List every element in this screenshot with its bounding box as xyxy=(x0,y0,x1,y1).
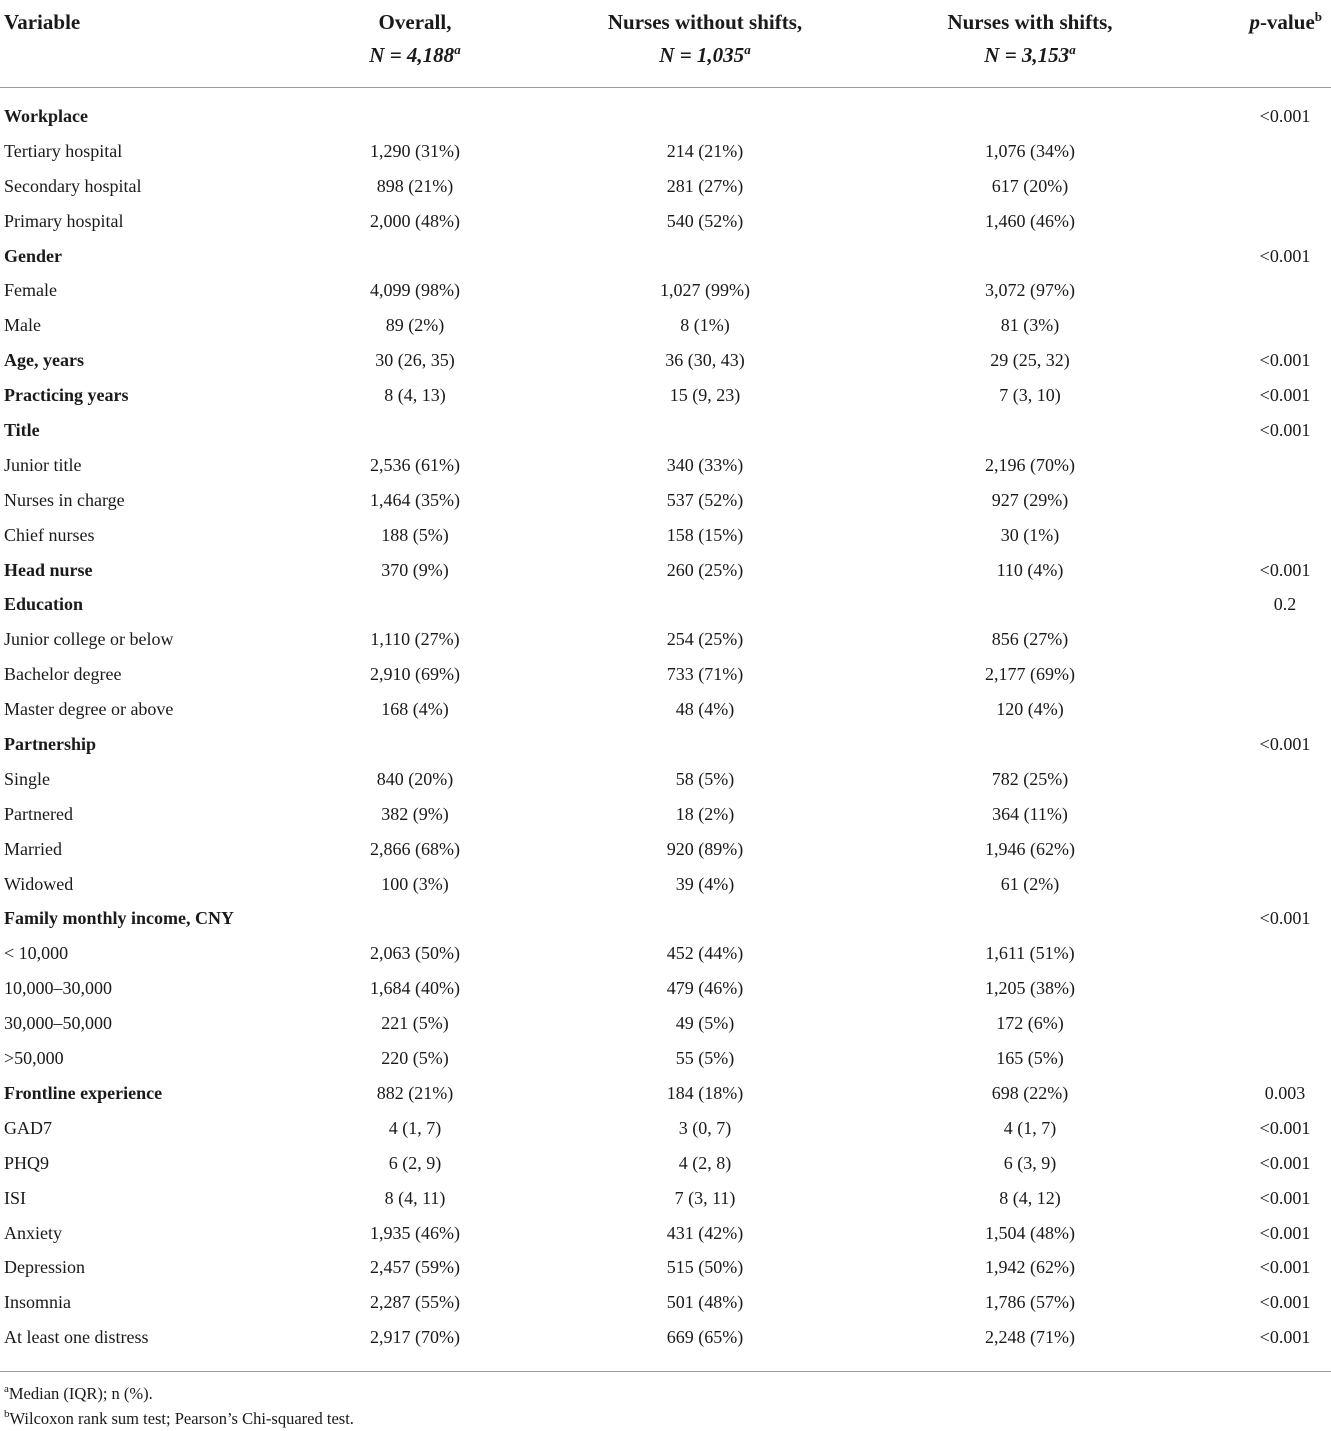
cell-overall: 898 (21%) xyxy=(376,175,454,196)
table-row xyxy=(0,1181,1331,1216)
row-label: Junior title xyxy=(4,454,82,475)
row-label: Primary hospital xyxy=(4,210,124,231)
row-label: PHQ9 xyxy=(4,1152,50,1173)
header-pvalue: p-value$^b$ xyxy=(1249,9,1322,34)
cell-overall: 8 (4, 11) xyxy=(384,1187,446,1208)
cell-without-shifts: 49 (5%) xyxy=(675,1013,735,1034)
cell-pvalue: <0.001 xyxy=(1259,1327,1311,1348)
cell-overall: 1,935 (46%) xyxy=(370,1222,460,1243)
cell-overall: 8 (4, 13) xyxy=(384,385,446,406)
table-row xyxy=(0,1076,1331,1111)
cell-with-shifts: 1,611 (51%) xyxy=(985,943,1075,964)
cell-pvalue: <0.001 xyxy=(1259,1222,1311,1243)
cell-without-shifts: 452 (44%) xyxy=(666,943,744,964)
cell-without-shifts: 260 (25%) xyxy=(666,559,744,580)
cell-with-shifts: 81 (3%) xyxy=(1000,315,1060,336)
table-row xyxy=(0,1285,1331,1320)
cell-without-shifts: 340 (33%) xyxy=(666,454,744,475)
cell-overall: 220 (5%) xyxy=(381,1048,449,1069)
table-row xyxy=(0,867,1331,902)
table-row xyxy=(0,622,1331,657)
table-row xyxy=(0,1216,1331,1251)
cell-overall: 188 (5%) xyxy=(381,524,449,545)
table-row xyxy=(0,1041,1331,1076)
table-row xyxy=(0,587,1331,622)
cell-without-shifts: 431 (42%) xyxy=(666,1222,744,1243)
cell-with-shifts: 4 (1, 7) xyxy=(1003,1117,1057,1138)
cell-overall: 2,457 (59%) xyxy=(370,1257,460,1278)
table-row xyxy=(0,1111,1331,1146)
cell-overall: 4,099 (98%) xyxy=(370,280,460,301)
table-row xyxy=(0,901,1331,936)
header-without-line1: Nurses without shifts, xyxy=(607,10,803,34)
table-row xyxy=(0,343,1331,378)
cell-pvalue: 0.2 xyxy=(1273,594,1297,615)
cell-overall: 382 (9%) xyxy=(381,803,449,824)
cell-overall: 2,866 (68%) xyxy=(370,838,460,859)
row-label: Gender xyxy=(4,245,62,266)
cell-pvalue: <0.001 xyxy=(1259,350,1311,371)
footnote-mark-a: a xyxy=(1069,42,1076,57)
header-with-shifts xyxy=(900,6,1160,72)
table-row xyxy=(0,204,1331,239)
cell-with-shifts: 1,504 (48%) xyxy=(985,1222,1075,1243)
cell-overall: 30 (26, 35) xyxy=(375,350,455,371)
header-without-shifts xyxy=(560,6,850,72)
row-label: Nurses in charge xyxy=(4,489,125,510)
header-without-line2: N = 1,035$^a$ xyxy=(659,42,751,67)
cell-without-shifts: 15 (9, 23) xyxy=(669,385,741,406)
cell-overall: 2,000 (48%) xyxy=(370,210,460,231)
table-row xyxy=(0,1006,1331,1041)
cell-pvalue: <0.001 xyxy=(1259,420,1311,441)
row-label: Depression xyxy=(4,1257,85,1278)
row-label: 10,000–30,000 xyxy=(4,978,112,999)
cell-overall: 6 (2, 9) xyxy=(388,1152,442,1173)
table-row xyxy=(0,518,1331,553)
cell-with-shifts: 1,460 (46%) xyxy=(985,210,1075,231)
cell-with-shifts: 8 (4, 12) xyxy=(999,1187,1061,1208)
cell-overall: 2,910 (69%) xyxy=(370,664,460,685)
row-label: 30,000–50,000 xyxy=(4,1013,112,1034)
header-overall-line1: Overall, xyxy=(378,10,452,34)
row-label: Junior college or below xyxy=(4,629,174,650)
cell-without-shifts: 501 (48%) xyxy=(666,1292,744,1313)
cell-without-shifts: 184 (18%) xyxy=(666,1082,744,1103)
row-label: Partnership xyxy=(4,734,96,755)
cell-with-shifts: 856 (27%) xyxy=(991,629,1069,650)
table-body xyxy=(0,99,1331,1355)
cell-overall: 370 (9%) xyxy=(381,559,449,580)
cell-with-shifts: 165 (5%) xyxy=(996,1048,1064,1069)
row-label: Female xyxy=(4,280,57,301)
cell-with-shifts: 6 (3, 9) xyxy=(1003,1152,1057,1173)
table-row xyxy=(0,762,1331,797)
cell-overall: 168 (4%) xyxy=(381,699,449,720)
cell-pvalue: <0.001 xyxy=(1259,1187,1311,1208)
cell-without-shifts: 920 (89%) xyxy=(666,838,744,859)
table-bottom-divider xyxy=(0,1371,1331,1372)
cell-overall: 4 (1, 7) xyxy=(388,1117,442,1138)
table-row xyxy=(0,448,1331,483)
table-row xyxy=(0,413,1331,448)
row-label: Widowed xyxy=(4,873,74,894)
table-row xyxy=(0,657,1331,692)
row-label: Tertiary hospital xyxy=(4,140,123,161)
cell-overall: 2,536 (61%) xyxy=(370,454,460,475)
table-footnotes xyxy=(4,1381,354,1431)
footnote-mark-a: a xyxy=(454,42,461,57)
cell-with-shifts: 1,205 (38%) xyxy=(985,978,1075,999)
row-label: Title xyxy=(4,420,40,441)
cell-with-shifts: 61 (2%) xyxy=(1000,873,1060,894)
cell-without-shifts: 733 (71%) xyxy=(666,664,744,685)
cell-without-shifts: 48 (4%) xyxy=(675,699,735,720)
cell-overall: 840 (20%) xyxy=(376,768,454,789)
cell-overall: 1,464 (35%) xyxy=(370,489,460,510)
cell-overall: 89 (2%) xyxy=(385,315,445,336)
cell-with-shifts: 1,076 (34%) xyxy=(985,140,1075,161)
cell-pvalue: <0.001 xyxy=(1259,908,1311,929)
cell-pvalue: <0.001 xyxy=(1259,1292,1311,1313)
cell-without-shifts: 214 (21%) xyxy=(666,140,744,161)
cell-with-shifts: 1,942 (62%) xyxy=(985,1257,1075,1278)
cell-overall: 2,917 (70%) xyxy=(370,1327,460,1348)
footnote-a: $^a$Median (IQR); n (%). xyxy=(4,1383,153,1403)
cell-without-shifts: 515 (50%) xyxy=(666,1257,744,1278)
header-with-line1: Nurses with shifts, xyxy=(947,10,1113,34)
table-row xyxy=(0,553,1331,588)
cell-with-shifts: 172 (6%) xyxy=(996,1013,1064,1034)
cell-without-shifts: 254 (25%) xyxy=(666,629,744,650)
row-label: Partnered xyxy=(4,803,73,824)
cell-pvalue: <0.001 xyxy=(1259,106,1311,126)
cell-without-shifts: 58 (5%) xyxy=(675,768,735,789)
row-label: Workplace xyxy=(4,106,88,126)
footnote-b: $^b$Wilcoxon rank sum test; Pearson’s Chi-squared test. xyxy=(4,1408,354,1428)
cell-pvalue: <0.001 xyxy=(1259,559,1311,580)
row-label: Insomnia xyxy=(4,1292,71,1313)
row-label: Chief nurses xyxy=(4,524,95,545)
cell-without-shifts: 3 (0, 7) xyxy=(678,1117,732,1138)
row-label: Anxiety xyxy=(4,1222,62,1243)
row-label: Age, years xyxy=(4,350,84,371)
cell-pvalue: <0.001 xyxy=(1259,1152,1311,1173)
row-label: Frontline experience xyxy=(4,1082,163,1103)
cell-overall: 1,684 (40%) xyxy=(370,978,460,999)
table-row xyxy=(0,239,1331,274)
table-row xyxy=(0,936,1331,971)
cell-with-shifts: 364 (11%) xyxy=(992,803,1068,824)
cell-overall: 1,110 (27%) xyxy=(370,629,460,650)
cell-without-shifts: 537 (52%) xyxy=(666,489,744,510)
cell-without-shifts: 8 (1%) xyxy=(680,315,730,336)
cell-pvalue: 0.003 xyxy=(1264,1082,1306,1103)
cell-with-shifts: 698 (22%) xyxy=(991,1082,1069,1103)
row-label: Master degree or above xyxy=(4,699,174,720)
row-label: Secondary hospital xyxy=(4,175,142,196)
header-with-line2: N = 3,153$^a$ xyxy=(984,42,1076,67)
table-row xyxy=(0,99,1331,134)
row-label: Male xyxy=(4,315,41,336)
cell-without-shifts: 39 (4%) xyxy=(675,873,735,894)
cell-with-shifts: 1,946 (62%) xyxy=(985,838,1075,859)
table-row xyxy=(0,692,1331,727)
table-row xyxy=(0,971,1331,1006)
cell-with-shifts: 2,248 (71%) xyxy=(985,1327,1075,1348)
row-label: Single xyxy=(4,768,51,789)
cell-with-shifts: 29 (25, 32) xyxy=(990,350,1070,371)
cell-pvalue: <0.001 xyxy=(1259,1117,1311,1138)
cell-pvalue: <0.001 xyxy=(1259,385,1311,406)
header-divider xyxy=(0,87,1331,88)
cell-with-shifts: 1,786 (57%) xyxy=(985,1292,1075,1313)
cell-without-shifts: 1,027 (99%) xyxy=(660,280,750,301)
cell-pvalue: <0.001 xyxy=(1259,245,1311,266)
cell-with-shifts: 30 (1%) xyxy=(1000,524,1060,545)
row-label: < 10,000 xyxy=(4,943,69,964)
cell-overall: 1,290 (31%) xyxy=(370,140,460,161)
row-label: Head nurse xyxy=(4,559,93,580)
cell-with-shifts: 2,196 (70%) xyxy=(985,454,1075,475)
cell-without-shifts: 158 (15%) xyxy=(666,524,744,545)
cell-pvalue: <0.001 xyxy=(1259,734,1311,755)
row-label: Bachelor degree xyxy=(4,664,122,685)
cell-without-shifts: 36 (30, 43) xyxy=(665,350,745,371)
cell-with-shifts: 3,072 (97%) xyxy=(985,280,1075,301)
row-label: >50,000 xyxy=(4,1048,64,1069)
row-label: Practicing years xyxy=(4,385,129,406)
cell-overall: 221 (5%) xyxy=(381,1013,449,1034)
cell-without-shifts: 669 (65%) xyxy=(666,1327,744,1348)
table-row xyxy=(0,797,1331,832)
table-row xyxy=(0,1250,1331,1285)
table-row xyxy=(0,378,1331,413)
table-row xyxy=(0,727,1331,762)
row-label: Education xyxy=(4,594,84,615)
table-header xyxy=(0,0,1331,86)
cell-with-shifts: 120 (4%) xyxy=(996,699,1064,720)
table-row xyxy=(0,273,1331,308)
cell-with-shifts: 927 (29%) xyxy=(991,489,1069,510)
table-row xyxy=(0,169,1331,204)
row-label: Family monthly income, CNY xyxy=(4,908,234,929)
table-row xyxy=(0,308,1331,343)
table-row xyxy=(0,1146,1331,1181)
cell-pvalue: <0.001 xyxy=(1259,1257,1311,1278)
cell-without-shifts: 18 (2%) xyxy=(675,803,735,824)
cell-overall: 2,287 (55%) xyxy=(370,1292,460,1313)
footnote-mark-a: a xyxy=(744,42,751,57)
cell-overall: 882 (21%) xyxy=(376,1082,454,1103)
header-variable: Variable xyxy=(4,10,81,34)
table-row xyxy=(0,134,1331,169)
cell-overall: 2,063 (50%) xyxy=(370,943,460,964)
header-overall-line2: N = 4,188$^a$ xyxy=(369,42,461,67)
row-label: GAD7 xyxy=(4,1117,52,1138)
table-row xyxy=(0,483,1331,518)
cell-without-shifts: 540 (52%) xyxy=(666,210,744,231)
cell-without-shifts: 55 (5%) xyxy=(675,1048,735,1069)
table-row xyxy=(0,832,1331,867)
row-label: Married xyxy=(4,838,62,859)
cell-without-shifts: 7 (3, 11) xyxy=(674,1187,736,1208)
row-label: ISI xyxy=(4,1187,26,1208)
cell-without-shifts: 281 (27%) xyxy=(666,175,744,196)
cell-without-shifts: 479 (46%) xyxy=(666,978,744,999)
cell-with-shifts: 110 (4%) xyxy=(996,559,1064,580)
cell-overall: 100 (3%) xyxy=(381,873,449,894)
table-row xyxy=(0,1320,1331,1355)
cell-with-shifts: 7 (3, 10) xyxy=(999,385,1061,406)
cell-with-shifts: 617 (20%) xyxy=(991,175,1069,196)
cell-with-shifts: 782 (25%) xyxy=(991,768,1069,789)
cell-without-shifts: 4 (2, 8) xyxy=(678,1152,732,1173)
footnote-mark-b: b xyxy=(1314,9,1322,24)
row-label: At least one distress xyxy=(4,1327,149,1348)
cell-with-shifts: 2,177 (69%) xyxy=(985,664,1075,685)
header-overall xyxy=(300,6,530,72)
